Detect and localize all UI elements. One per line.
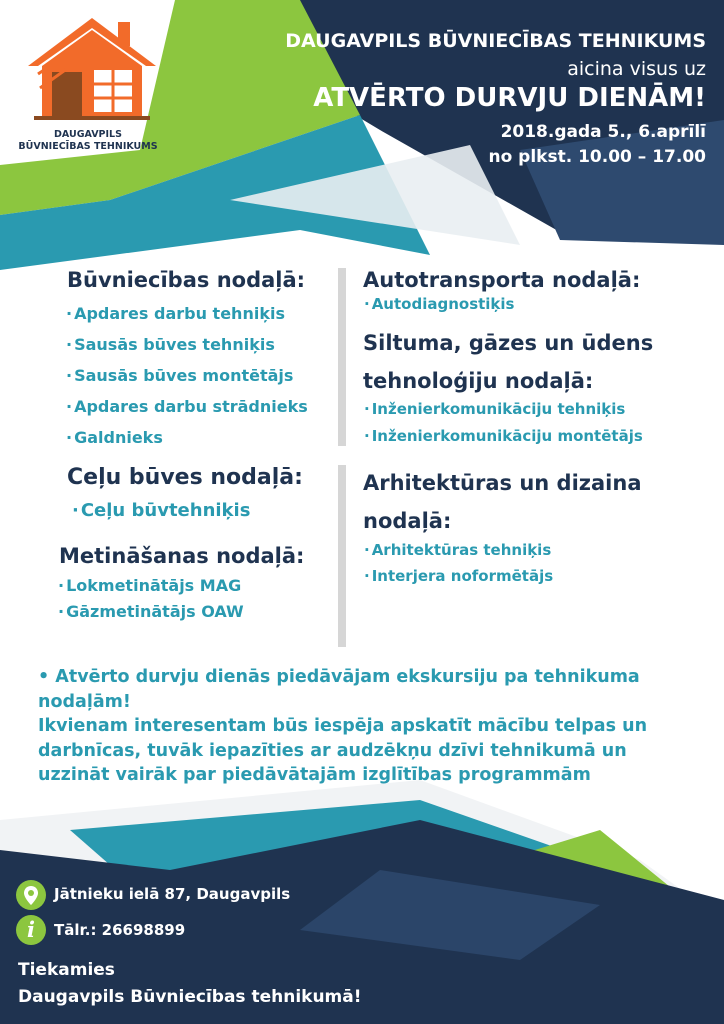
logo-line-1: DAUGAVPILS xyxy=(54,129,122,140)
info-paragraph xyxy=(38,665,698,788)
dept-title-construction: Būvniecības nodaļā: xyxy=(67,268,306,292)
dept-title-roads: Ceļu būves nodaļā: xyxy=(67,465,303,490)
info-line-2: Ikvienam interesentam būs iespēja apskatīt mācību telpas un darbnīcas, tuvāk iepazīties ar audzēkņu dzīvi tehnikumā un uzzināt vairāk par piedāvātajām izglītības programmām xyxy=(38,716,648,785)
closing-line-2: Daugavpils Būvniecības tehnikumā! xyxy=(18,987,362,1007)
list-item: · Inženierkomunikāciju montētājs xyxy=(364,427,643,445)
dept-title-heating-line-2: tehnoloģiju nodaļā: xyxy=(363,369,594,393)
list-item: · Galdnieks xyxy=(66,428,163,447)
list-item: · Apdares darbu strādnieks xyxy=(66,397,308,416)
dept-title-architecture-line-2: nodaļā: xyxy=(363,509,452,533)
list-item: · Inženierkomunikāciju tehniķis xyxy=(364,400,626,418)
list-item: · Interjera noformētājs xyxy=(364,567,554,585)
dept-title-architecture-line-1: Arhitektūras un dizaina xyxy=(363,471,642,495)
info-bullet: • xyxy=(38,667,50,687)
house-logo-icon xyxy=(8,8,168,128)
address-text: Jātnieku ielā 87, Daugavpils xyxy=(54,885,291,903)
event-title: ATVĒRTO DURVJU DIENĀM! xyxy=(313,83,706,113)
info-glyph: i xyxy=(27,917,35,942)
list-item: · Ceļu būvtehniķis xyxy=(72,500,251,521)
dept-title-welding: Metināšanas nodaļā: xyxy=(59,544,305,568)
list-item: · Apdares darbu tehniķis xyxy=(66,304,285,323)
list-item: · Sausās būves montētājs xyxy=(66,366,294,385)
event-time: no plkst. 10.00 – 17.00 xyxy=(488,147,706,167)
school-logo xyxy=(8,8,168,163)
dept-title-heating-line-1: Siltuma, gāzes un ūdens xyxy=(363,331,654,355)
info-icon xyxy=(16,915,46,945)
list-item: · Autodiagnostiķis xyxy=(364,295,515,313)
closing-line-1: Tiekamies xyxy=(18,960,115,980)
column-divider-top xyxy=(338,268,346,446)
list-item: · Sausās būves tehniķis xyxy=(66,335,275,354)
list-item: · Gāzmetinātājs OAW xyxy=(58,602,244,621)
phone-text: Tālr.: 26698899 xyxy=(54,921,186,939)
school-name: DAUGAVPILS BŪVNIECĪBAS TEHNIKUMS xyxy=(285,30,706,52)
invite-line: aicina visus uz xyxy=(567,58,706,80)
list-item: · Arhitektūras tehniķis xyxy=(364,541,552,559)
location-pin-icon xyxy=(16,880,46,910)
column-divider-bottom xyxy=(338,465,346,647)
list-item: · Lokmetinātājs MAG xyxy=(58,576,242,595)
event-dates: 2018.gada 5., 6.aprīlī xyxy=(500,122,706,142)
info-line-1: Atvērto durvju dienās piedāvājam ekskursiju pa tehnikuma nodaļām! xyxy=(38,667,640,712)
dept-title-auto: Autotransporta nodaļā: xyxy=(363,268,641,292)
logo-line-2: BŪVNIECĪBAS TEHNIKUMS xyxy=(18,141,158,152)
